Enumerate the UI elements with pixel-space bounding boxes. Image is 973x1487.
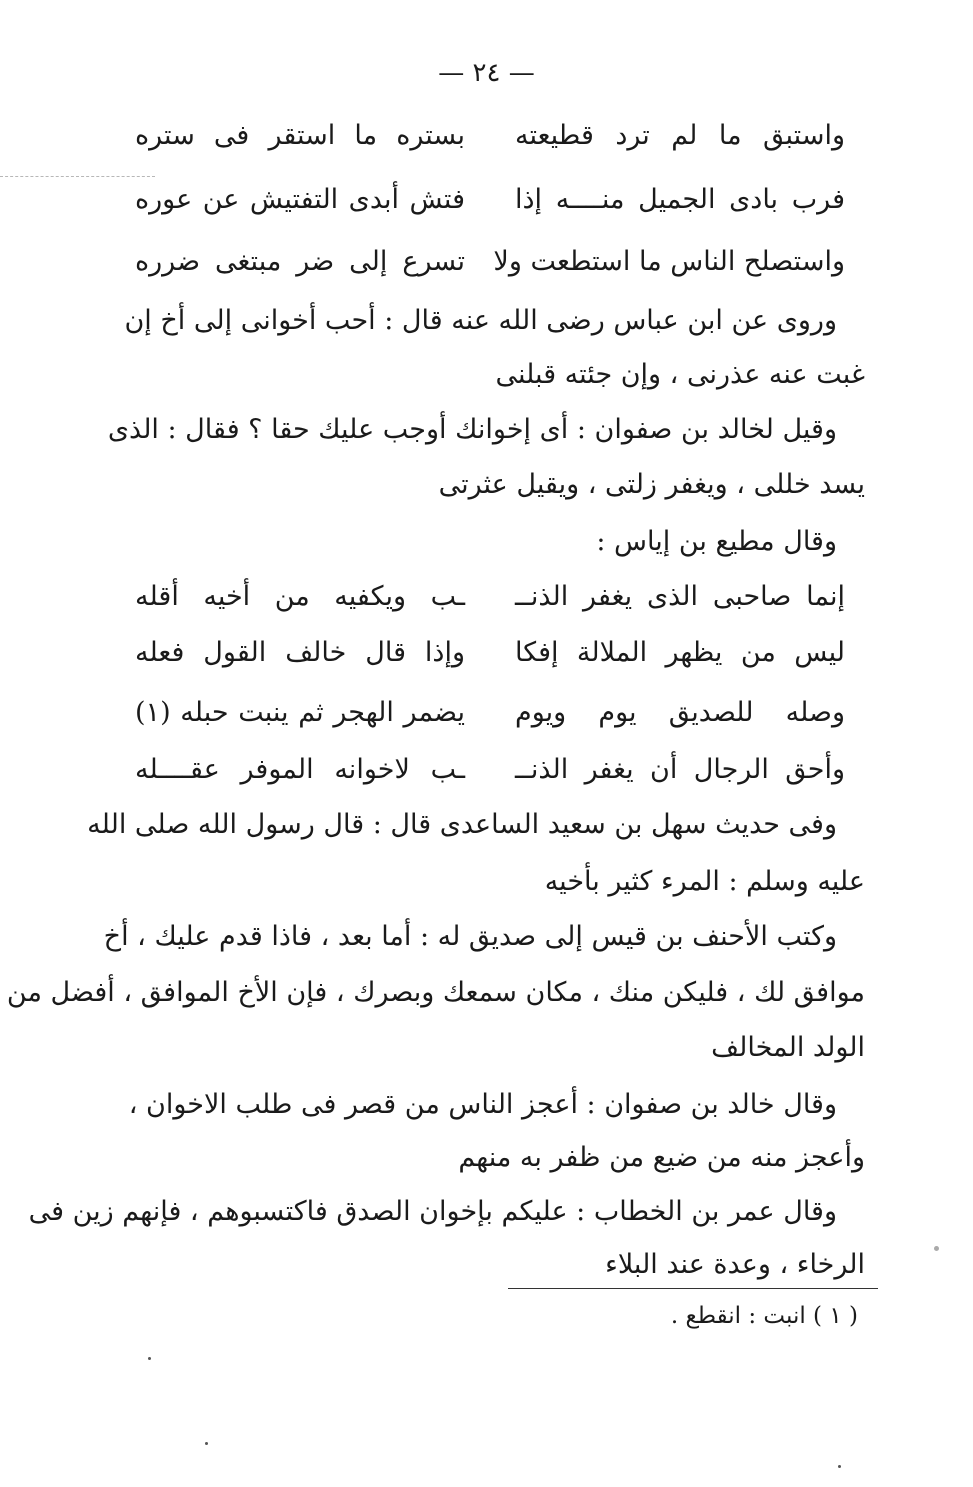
paragraph-line: الولد المخالف [711,1032,865,1063]
verse-second-hemistich: فتش أبدى التفتيش عن عوره [135,184,465,215]
paragraph-line: وقال مطيع بن إياس : [596,526,837,557]
scan-speck [148,1357,151,1360]
scan-speck [205,1442,208,1445]
verse-line [135,628,865,678]
verse-line [135,745,865,795]
verse-first-hemistich: إنما صاحبى الذى يغفر الذنــ [515,581,845,612]
scan-speck [838,1465,841,1468]
verse-line [135,572,865,622]
verse-second-hemistich: ـب لاخوانه الموفر عقــــله [135,754,465,785]
paragraph-line: وكتب الأحنف بن قيس إلى صديق له : أما بعد ، فاذا قدم عليك ، أخ [103,921,837,952]
footnote: ( ١ ) انبت : انقطع . [670,1303,858,1329]
verse-line [135,237,865,287]
verse-second-hemistich: وإذا قال خالف القول فعله [135,637,465,668]
footnote-divider [508,1288,878,1289]
verse-second-hemistich: تسرع إلى ضر مبتغى ضرره [135,246,465,277]
scan-speck [934,1246,939,1251]
verse-first-hemistich: فرب بادى الجميل منــــه إذا [515,184,845,215]
paragraph-line: وفى حديث سهل بن سعيد الساعدى قال : قال رسول الله صلى الله [87,809,837,840]
paragraph-line: عليه وسلم : المرء كثير بأخيه [544,866,865,897]
scan-artifact-line [0,176,155,177]
paragraph-line: غبت عنه عذرنى ، وإن جئته قبلنى [495,359,865,390]
verse-first-hemistich: وصله للصديق يوم ويوم [515,697,845,728]
verse-line [135,688,865,738]
paragraph-line: وقال خالد بن صفوان : أعجز الناس من قصر فى طلب الاخوان ، [128,1089,837,1120]
paragraph-line: يسد خللى ، ويغفر زلتى ، ويقيل عثرتى [438,469,865,500]
paragraph-line: موافق لك ، فليكن منك ، مكان سمعك وبصرك ، فإن الأخ الموافق ، أفضل من [6,977,865,1008]
paragraph-line: وأعجز منه من ضيع من ظفر به منهم [458,1142,865,1173]
verse-second-hemistich: ـب ويكفيه من أخيه أقله [135,581,465,612]
page-number: — ٢٤ — [438,58,535,88]
verse-first-hemistich: ليس من يظهر الملالة إفكا [515,637,845,668]
verse-first-hemistich: واستصلح الناس ما استطعت ولا [493,246,845,277]
verse-line [135,111,865,161]
verse-second-hemistich: يضمر الهجر ثم ينبت حبله (١) [135,697,465,728]
verse-line [135,175,865,225]
verse-first-hemistich: وأحق الرجال أن يغفر الذنــ [515,754,845,785]
verse-first-hemistich: واستبق ما لم ترد قطيعته [515,120,845,151]
verse-second-hemistich: بستره ما استقر فى ستره [135,120,465,151]
paragraph-line: وقيل لخالد بن صفوان : أى إخوانك أوجب عليك حقا ؟ فقال : الذى [107,414,837,445]
paragraph-line: الرخاء ، وعدة عند البلاء [605,1249,865,1280]
paragraph-line: وروى عن ابن عباس رضى الله عنه قال : أحب أخوانى إلى أخ إن [124,305,837,336]
paragraph-line: وقال عمر بن الخطاب : عليكم بإخوان الصدق فاكتسبوهم ، فإنهم زين فى [28,1196,837,1227]
